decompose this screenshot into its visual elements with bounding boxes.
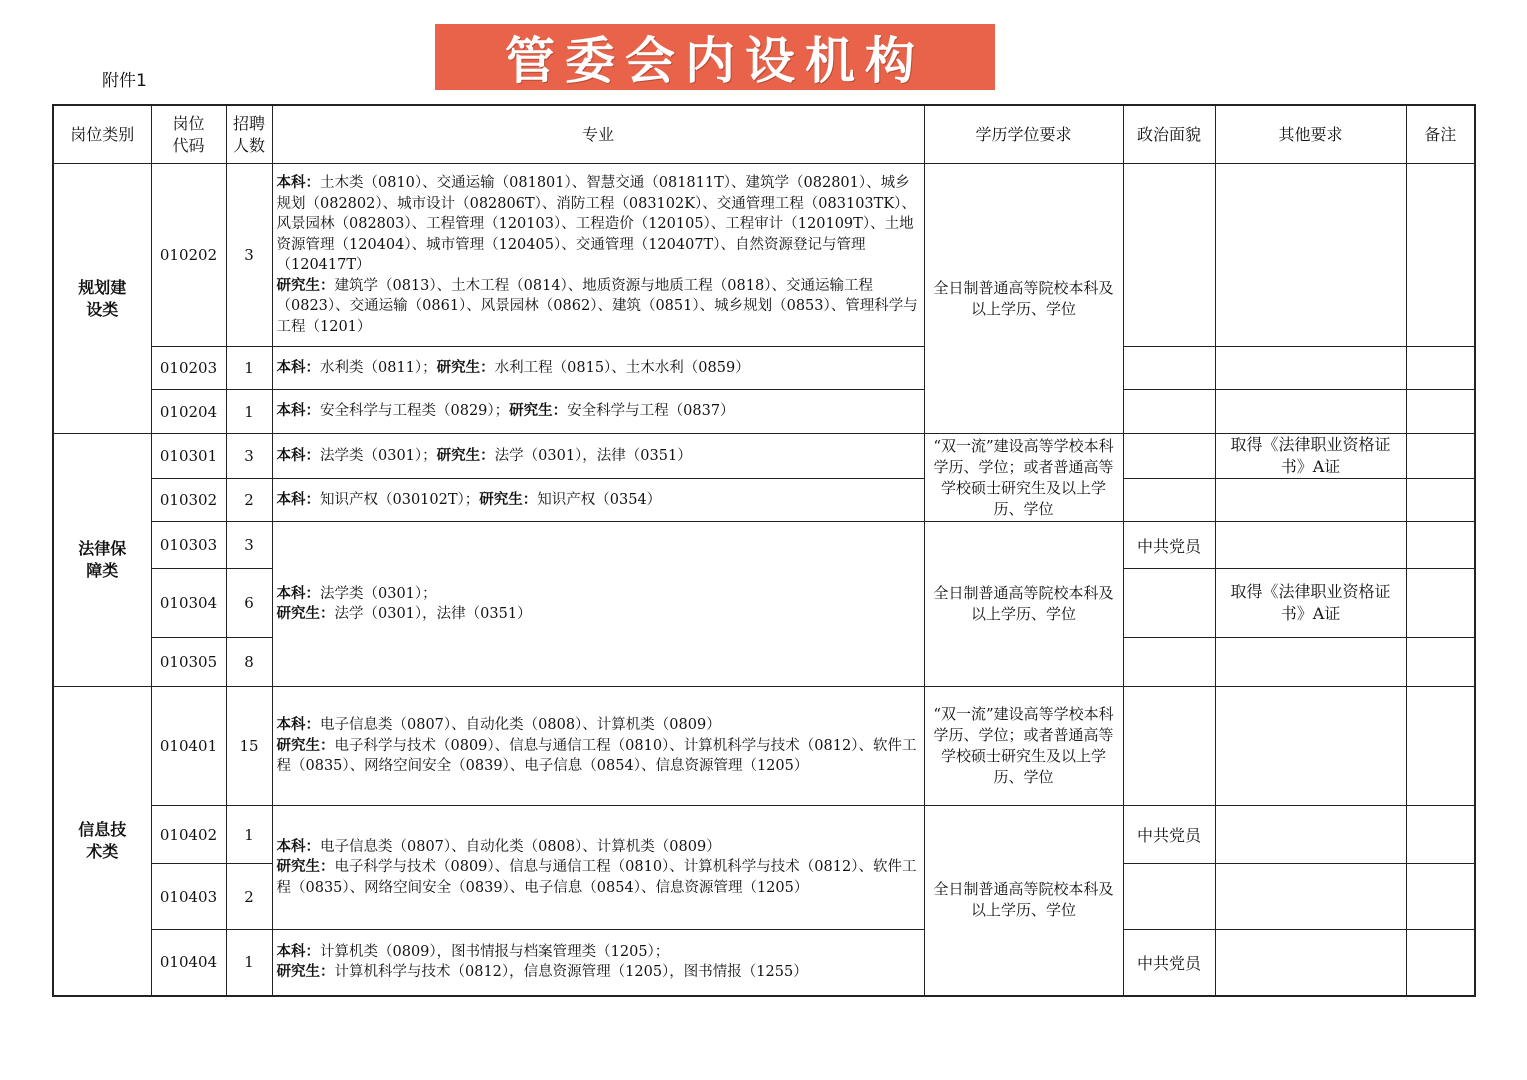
hire-count: 6 — [226, 569, 272, 638]
political-status — [1123, 164, 1215, 347]
major-cell — [272, 479, 924, 522]
table-row — [53, 347, 1475, 390]
undergrad-label: 本科： — [276, 403, 320, 420]
note-cell — [1406, 569, 1475, 638]
other-requirement — [1215, 479, 1406, 522]
header-major: 专业 — [272, 105, 924, 164]
grad-label: 研究生： — [479, 491, 538, 508]
other-requirement — [1215, 164, 1406, 347]
undergrad-label: 本科： — [276, 491, 320, 508]
header-political: 政治面貌 — [1123, 105, 1215, 164]
political-status: 中共党员 — [1123, 930, 1215, 996]
note-cell — [1406, 687, 1475, 806]
page-title: 管委会内设机构 — [435, 24, 995, 90]
note-cell — [1406, 479, 1475, 522]
hire-count: 1 — [226, 347, 272, 390]
note-cell — [1406, 390, 1475, 434]
grad-label: 研究生： — [436, 447, 495, 464]
major-undergrad: 水利类（0811）； — [320, 359, 437, 376]
position-code: 010403 — [151, 864, 226, 930]
note-cell — [1406, 164, 1475, 347]
major-cell — [272, 164, 924, 347]
category-planning — [53, 164, 151, 434]
political-status: 中共党员 — [1123, 806, 1215, 864]
other-requirement — [1215, 347, 1406, 390]
hire-count: 8 — [226, 638, 272, 687]
education-requirement: “双一流”建设高等学校本科学历、学位；或者普通高等学校硕士研究生及以上学历、学位 — [924, 687, 1123, 806]
education-requirement: 全日制普通高等院校本科及以上学历、学位 — [924, 806, 1123, 996]
attachment-label: 附件1 — [102, 71, 147, 91]
note-cell — [1406, 864, 1475, 930]
header-code — [151, 105, 226, 164]
major-grad: 法学（0301），法律（0351） — [334, 606, 532, 622]
major-grad: 电子科学与技术（0809）、信息与通信工程（0810）、计算机科学与技术（0812）、软件工程（0835）、网络空间安全（0839）、电子信息（0854）、信息资源管理（1205） — [276, 859, 917, 896]
category-law — [53, 434, 151, 687]
major-cell — [272, 806, 924, 930]
header-count-text: 招聘人数 — [232, 113, 265, 155]
category-planning-text: 规划建设类 — [78, 277, 127, 319]
hire-count: 2 — [226, 479, 272, 522]
grad-label: 研究生： — [276, 606, 335, 622]
undergrad-label: 本科： — [276, 943, 320, 960]
note-cell — [1406, 347, 1475, 390]
undergrad-label: 本科： — [276, 585, 320, 602]
position-code: 010303 — [151, 522, 226, 569]
other-requirement: 取得《法律职业资格证书》A证 — [1215, 569, 1406, 638]
header-other: 其他要求 — [1215, 105, 1406, 164]
major-undergrad: 知识产权（030102T）； — [320, 491, 480, 508]
position-code: 010301 — [151, 434, 226, 479]
major-grad: 水利工程（0815）、土木水利（0859） — [494, 359, 750, 376]
table-row — [53, 390, 1475, 434]
header-note: 备注 — [1406, 105, 1475, 164]
position-code: 010202 — [151, 164, 226, 347]
table-row — [53, 687, 1475, 806]
position-code: 010302 — [151, 479, 226, 522]
political-status — [1123, 390, 1215, 434]
education-requirement: “双一流”建设高等学校本科学历、学位；或者普通高等学校硕士研究生及以上学历、学位 — [924, 434, 1123, 522]
header-education: 学历学位要求 — [924, 105, 1123, 164]
major-grad: 法学（0301），法律（0351） — [494, 447, 692, 464]
hire-count: 1 — [226, 930, 272, 996]
hire-count: 3 — [226, 522, 272, 569]
position-code: 010401 — [151, 687, 226, 806]
table-row — [53, 806, 1475, 864]
category-it-text: 信息技术类 — [78, 819, 127, 861]
hire-count: 1 — [226, 806, 272, 864]
education-requirement: 全日制普通高等院校本科及以上学历、学位 — [924, 522, 1123, 687]
major-cell — [272, 347, 924, 390]
major-undergrad: 电子信息类（0807）、自动化类（0808）、计算机类（0809） — [320, 717, 721, 734]
political-status — [1123, 347, 1215, 390]
other-requirement — [1215, 390, 1406, 434]
hire-count: 3 — [226, 434, 272, 479]
category-law-text: 法律保障类 — [78, 539, 127, 580]
position-code: 010402 — [151, 806, 226, 864]
major-undergrad: 法学类（0301）； — [320, 585, 437, 602]
major-cell — [272, 930, 924, 996]
position-code: 010305 — [151, 638, 226, 687]
other-requirement — [1215, 687, 1406, 806]
grad-label: 研究生： — [276, 737, 335, 754]
major-cell — [272, 434, 924, 479]
undergrad-label: 本科： — [276, 717, 320, 734]
major-grad: 计算机科学与技术（0812），信息资源管理（1205），图书情报（1255） — [334, 964, 808, 981]
hire-count: 3 — [226, 164, 272, 347]
major-grad: 建筑学（0813）、土木工程（0814）、地质资源与地质工程（0818）、交通运输工程（0823）、交通运输（0861）、风景园林（0862）、建筑（0851）、城乡规划（0853）、管理科学与工程（1201） — [276, 277, 918, 335]
header-category: 岗位类别 — [53, 105, 151, 164]
education-requirement: 全日制普通高等院校本科及以上学历、学位 — [924, 164, 1123, 434]
major-undergrad: 法学类（0301）； — [320, 447, 437, 464]
other-requirement — [1215, 522, 1406, 569]
major-grad: 电子科学与技术（0809）、信息与通信工程（0810）、计算机科学与技术（0812）、软件工程（0835）、网络空间安全（0839）、电子信息（0854）、信息资源管理（1205） — [276, 737, 917, 775]
undergrad-label: 本科： — [276, 359, 320, 376]
major-grad: 安全科学与工程（0837） — [567, 403, 735, 420]
header-count — [226, 105, 272, 164]
note-cell — [1406, 522, 1475, 569]
undergrad-label: 本科： — [276, 175, 320, 191]
header-code-text: 岗位代码 — [172, 113, 205, 155]
note-cell — [1406, 434, 1475, 479]
major-grad: 知识产权（0354） — [537, 491, 662, 508]
major-undergrad: 电子信息类（0807）、自动化类（0808）、计算机类（0809） — [320, 838, 721, 855]
table-row — [53, 930, 1475, 996]
major-cell — [272, 522, 924, 687]
political-status — [1123, 434, 1215, 479]
header-row — [53, 105, 1475, 164]
position-code: 010304 — [151, 569, 226, 638]
position-code: 010203 — [151, 347, 226, 390]
grad-label: 研究生： — [436, 359, 495, 376]
major-cell — [272, 687, 924, 806]
category-it — [53, 687, 151, 996]
recruitment-table — [52, 104, 1476, 997]
grad-label: 研究生： — [276, 964, 335, 981]
table-row — [53, 522, 1475, 569]
position-code: 010204 — [151, 390, 226, 434]
other-requirement — [1215, 806, 1406, 864]
table-row — [53, 434, 1475, 479]
hire-count: 15 — [226, 687, 272, 806]
hire-count: 1 — [226, 390, 272, 434]
undergrad-label: 本科： — [276, 447, 320, 464]
table-row — [53, 164, 1475, 347]
major-undergrad: 土木类（0810）、交通运输（081801）、智慧交通（081811T）、建筑学（082801）、城乡规划（082802）、城市设计（082806T）、消防工程（083102K）、交通管理工程（083103TK）、风景园林（082803）、工程管理（120103）、工程造价（120105）、工程审计（120109T）、土地资源管理（120404）、城市管理（120405）、交通管理（120407T）、自然资源登记与管理（120417T） — [276, 175, 916, 273]
other-requirement: 取得《法律职业资格证书》A证 — [1215, 434, 1406, 479]
political-status — [1123, 479, 1215, 522]
political-status — [1123, 638, 1215, 687]
major-undergrad: 计算机类（0809），图书情报与档案管理类（1205）； — [320, 943, 670, 960]
note-cell — [1406, 930, 1475, 996]
note-cell — [1406, 806, 1475, 864]
other-requirement — [1215, 930, 1406, 996]
undergrad-label: 本科： — [276, 838, 320, 855]
political-status — [1123, 864, 1215, 930]
position-code: 010404 — [151, 930, 226, 996]
grad-label: 研究生： — [276, 859, 335, 876]
other-requirement — [1215, 864, 1406, 930]
note-cell — [1406, 638, 1475, 687]
table-row — [53, 479, 1475, 522]
political-status — [1123, 687, 1215, 806]
other-requirement — [1215, 638, 1406, 687]
major-undergrad: 安全科学与工程类（0829）； — [320, 403, 510, 420]
hire-count: 2 — [226, 864, 272, 930]
political-status — [1123, 569, 1215, 638]
major-cell — [272, 390, 924, 434]
political-status: 中共党员 — [1123, 522, 1215, 569]
grad-label: 研究生： — [509, 403, 568, 420]
grad-label: 研究生： — [276, 277, 335, 294]
